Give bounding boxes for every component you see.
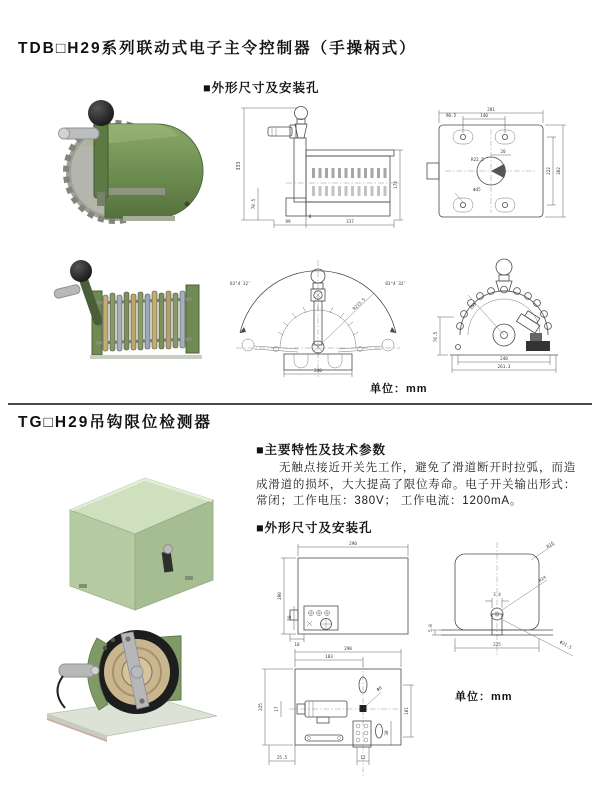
photo-wheel-mechanism bbox=[35, 610, 225, 755]
photo-drum-controller bbox=[35, 92, 220, 232]
dim-cover-width: 225 bbox=[493, 643, 501, 648]
section2-title: TG□H29吊钩限位检测器 bbox=[18, 414, 212, 431]
dim-slot-offset: 20 bbox=[500, 150, 506, 155]
dim-inner-width: 183 bbox=[325, 655, 333, 660]
dim-width-gap: 8 bbox=[308, 215, 312, 220]
dim-width-total: 317 bbox=[346, 220, 354, 225]
dim-detail-offset: 10 bbox=[294, 643, 300, 648]
dim-left-offset: 25.5 bbox=[276, 756, 288, 761]
dim-box-width: 290 bbox=[349, 542, 357, 547]
section2-unit-label: 单位：mm bbox=[455, 691, 513, 703]
drawing-cover-view bbox=[425, 538, 590, 660]
section2-dims-heading: ■外形尺寸及安装孔 bbox=[256, 521, 373, 535]
dim-height-right: 174 bbox=[394, 181, 399, 189]
section2-features-text: 无触点接近开关先工作，避免了滑道断开时拉弧，而造成滑道的损坏，大大提高了限位寿命。电子开关输出形式：常闭；工作电压：380V； 工作电流：1200mA。 bbox=[256, 462, 576, 507]
dim-total-width: 261.3 bbox=[497, 365, 511, 370]
dim-plate-width: 281 bbox=[487, 108, 495, 113]
drawing-side-view bbox=[228, 100, 408, 232]
drawing-gear-view bbox=[430, 255, 580, 375]
dim-hole-width: 3.4 bbox=[493, 593, 501, 598]
dim-base-width: 240 bbox=[314, 369, 322, 374]
dim-layout-width: 290 bbox=[344, 647, 352, 652]
drawing-box-view bbox=[258, 538, 423, 650]
dim-radius: 155 bbox=[469, 302, 479, 312]
dim-height-total: 302 bbox=[557, 167, 562, 175]
dim-sensor-offset: 17 bbox=[275, 706, 280, 712]
dim-hole-radius: R14 bbox=[538, 575, 548, 584]
dim-height-right: 181 bbox=[405, 707, 410, 715]
drawing-plate-view bbox=[415, 103, 580, 230]
dim-layout-height: 225 bbox=[259, 703, 264, 711]
dim-lip-height: 5.8 bbox=[429, 624, 434, 632]
section-divider bbox=[8, 403, 592, 405]
dim-hole-dia: Φ8 bbox=[376, 686, 384, 694]
dim-height-lower: 70.5 bbox=[252, 198, 257, 210]
dim-slot-radius: R22.5 bbox=[471, 158, 484, 163]
dim-angle-right: 83°4′32″ bbox=[385, 282, 406, 287]
drawing-layout-view bbox=[253, 645, 428, 785]
section1-unit-label: 单位：mm bbox=[370, 383, 428, 395]
dim-detail-height: 50 bbox=[288, 615, 293, 621]
dim-height-total: 333 bbox=[237, 161, 242, 171]
dim-height-left: 76.5 bbox=[434, 331, 439, 343]
photo-cam-controller bbox=[40, 255, 220, 377]
section1-title: TDB□H29系列联动式电子主令控制器（手操柄式） bbox=[18, 40, 417, 57]
dim-offset-left: 90.5 bbox=[445, 114, 457, 119]
dim-shaft-dia: Φ21.5 bbox=[558, 640, 573, 651]
dim-low-offset: 38 bbox=[385, 730, 390, 736]
dim-handle-radius: R215.5 bbox=[352, 297, 367, 312]
section1-dims-heading: ■外形尺寸及安装孔 bbox=[203, 81, 320, 95]
photo-cover-box bbox=[35, 448, 230, 620]
drum-controller-image bbox=[35, 92, 220, 232]
dim-center-offset: 12 bbox=[360, 756, 366, 761]
dim-width-left: 99 bbox=[285, 220, 291, 225]
dim-angle-left: 83°4′32″ bbox=[230, 282, 251, 287]
dim-box-height: 200 bbox=[278, 592, 283, 600]
dim-corner-radius: R15 bbox=[546, 541, 556, 550]
drawing-arc-view bbox=[228, 255, 408, 380]
section2-features-heading: ■主要特性及技术参数 bbox=[256, 443, 387, 457]
dim-base-width: 240 bbox=[500, 357, 508, 362]
dim-center-dia: Φ45 bbox=[473, 188, 481, 193]
dim-hole-span: 140 bbox=[480, 114, 488, 119]
dim-height-inner: 222 bbox=[547, 167, 552, 175]
